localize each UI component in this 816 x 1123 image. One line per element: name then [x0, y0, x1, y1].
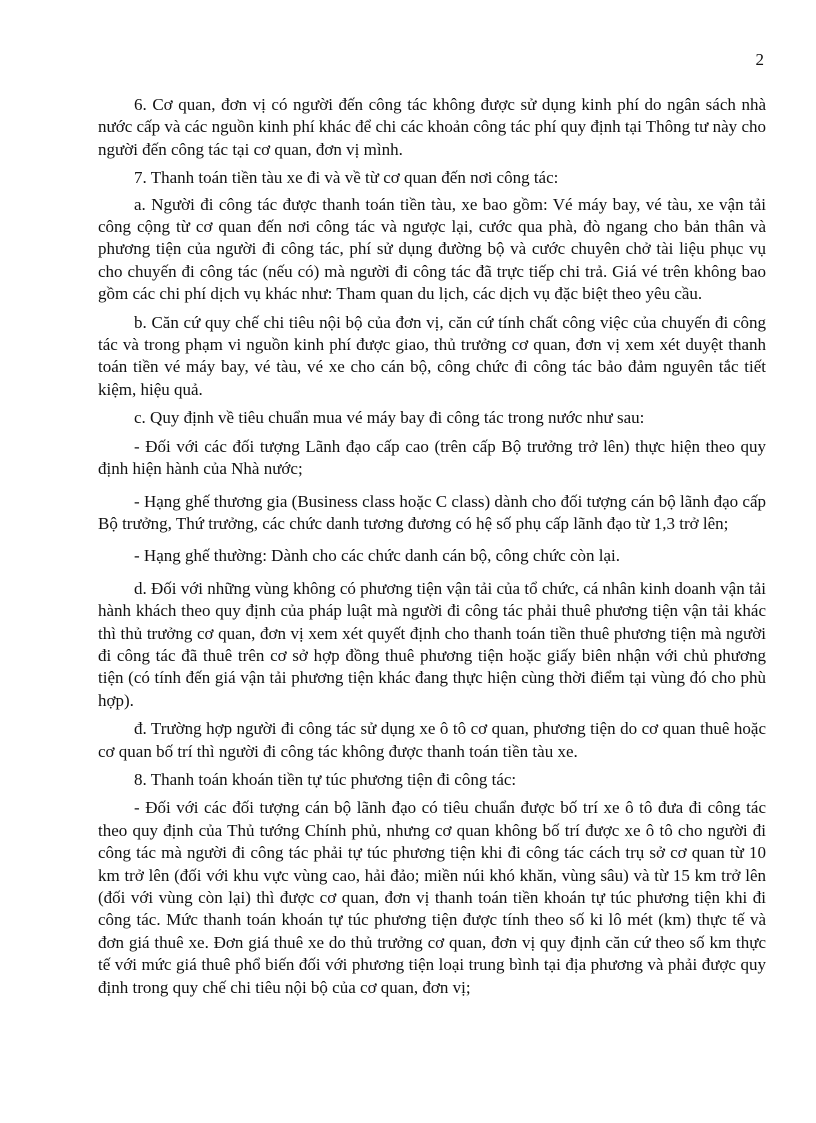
document-body	[98, 94, 766, 1005]
paragraph-7c: c. Quy định về tiêu chuẩn mua vé máy bay đi công tác trong nước như sau:	[134, 408, 645, 428]
paragraph-7b: b. Căn cứ quy chế chi tiêu nội bộ của đơn vị, căn cứ tính chất công việc của chuyến đi công tác và trong phạm vi nguồn kinh phí được giao, thủ trưởng cơ quan, đơn vị xem xét duyệt thanh toán tiền vé máy bay, vé tàu, vé xe cho cán bộ, công chức đi công tác bảo đảm nguyên tắc tiết kiệm, hiệu quả.	[98, 312, 766, 399]
paragraph-7d: d. Đối với những vùng không có phương tiện vận tải của tổ chức, cá nhân kinh doanh vận tải hành khách theo quy định của pháp luật mà người đi công tác phải thuê phương tiện vận tải khác thì thủ trưởng cơ quan, đơn vị xem xét quyết định cho thanh toán tiền thuê phương tiện mà người đi công tác đã thuê trên cơ sở hợp đồng thuê phương tiện hoặc giấy biên nhận với chủ phương tiện (có tính đến giá vận tải phương tiện khác đang thực hiện cùng thời điểm tại vùng đó cho phù hợp).	[98, 578, 766, 710]
paragraph-8-heading: 8. Thanh toán khoán tiền tự túc phương tiện đi công tác:	[134, 769, 517, 789]
paragraph-7dd: đ. Trường hợp người đi công tác sử dụng xe ô tô cơ quan, phương tiện do cơ quan thuê hoặc cơ quan bố trí thì người đi công tác không được thanh toán tiền tàu xe.	[98, 719, 766, 761]
bullet-senior-leaders: - Đối với các đối tượng Lãnh đạo cấp cao (trên cấp Bộ trưởng trở lên) thực hiện theo quy định hiện hành của Nhà nước;	[98, 436, 766, 479]
page-number: 2	[755, 50, 764, 69]
bullet-business-class: - Hạng ghế thương gia (Business class hoặc C class) dành cho đối tượng cán bộ lãnh đạo cấp Bộ trưởng, Thứ trưởng, các chức danh tương đương có hệ số phụ cấp lãnh đạo từ 1,3 trở lên;	[98, 491, 766, 533]
bullet-self-transport: - Đối với các đối tượng cán bộ lãnh đạo có tiêu chuẩn được bố trí xe ô tô đưa đi công tác theo quy định của Thủ tướng Chính phủ, nhưng cơ quan không bố trí được xe ô tô cho người đi công tác mà người đi công tác phải tự túc phương tiện khi đi công tác cách trụ sở cơ quan từ 10 km trở lên (đối với khu vực vùng cao, hải đảo; miền núi khó khăn, vùng sâu) và từ 15 km trở lên (đối với vùng còn lại) thì được cơ quan, đơn vị thanh toán tiền khoán tự túc phương tiện khi đi công tác. Mức thanh toán khoán tự túc phương tiện được tính theo số ki lô mét (km) thực tế và đơn giá thuê xe. Đơn giá thuê xe do thủ trưởng cơ quan, đơn vị quy định căn cứ theo số km thực tế với mức giá thuê phổ biến đối với phương tiện loại trung bình tại địa phương và phải được quy định trong quy chế chi tiêu nội bộ của cơ quan, đơn vị;	[98, 798, 766, 997]
paragraph-6: 6. Cơ quan, đơn vị có người đến công tác không được sử dụng kinh phí do ngân sách nhà nước cấp và các nguồn kinh phí khác để chi các khoản công tác phí quy định tại Thông tư này cho người đến công tác tại cơ quan, đơn vị mình.	[98, 95, 766, 159]
paragraph-7-heading: 7. Thanh toán tiền tàu xe đi và về từ cơ quan đến nơi công tác:	[134, 168, 559, 188]
bullet-economy-class: - Hạng ghế thường: Dành cho các chức danh cán bộ, công chức còn lại.	[134, 546, 621, 566]
paragraph-7a: a. Người đi công tác được thanh toán tiền tàu, xe bao gồm: Vé máy bay, vé tàu, xe vận tải công cộng từ cơ quan đến nơi công tác và ngược lại, cước qua phà, đò ngang cho bản thân và phương tiện của người đi công tác, phí sử dụng đường bộ và cước chuyên chở tài liệu phục vụ cho chuyến đi công tác (nếu có) mà người đi công tác đã trực tiếp chi trả. Giá vé trên không bao gồm các chi phí dịch vụ khác như: Tham quan du lịch, các dịch vụ đặc biệt theo yêu cầu.	[98, 194, 766, 304]
